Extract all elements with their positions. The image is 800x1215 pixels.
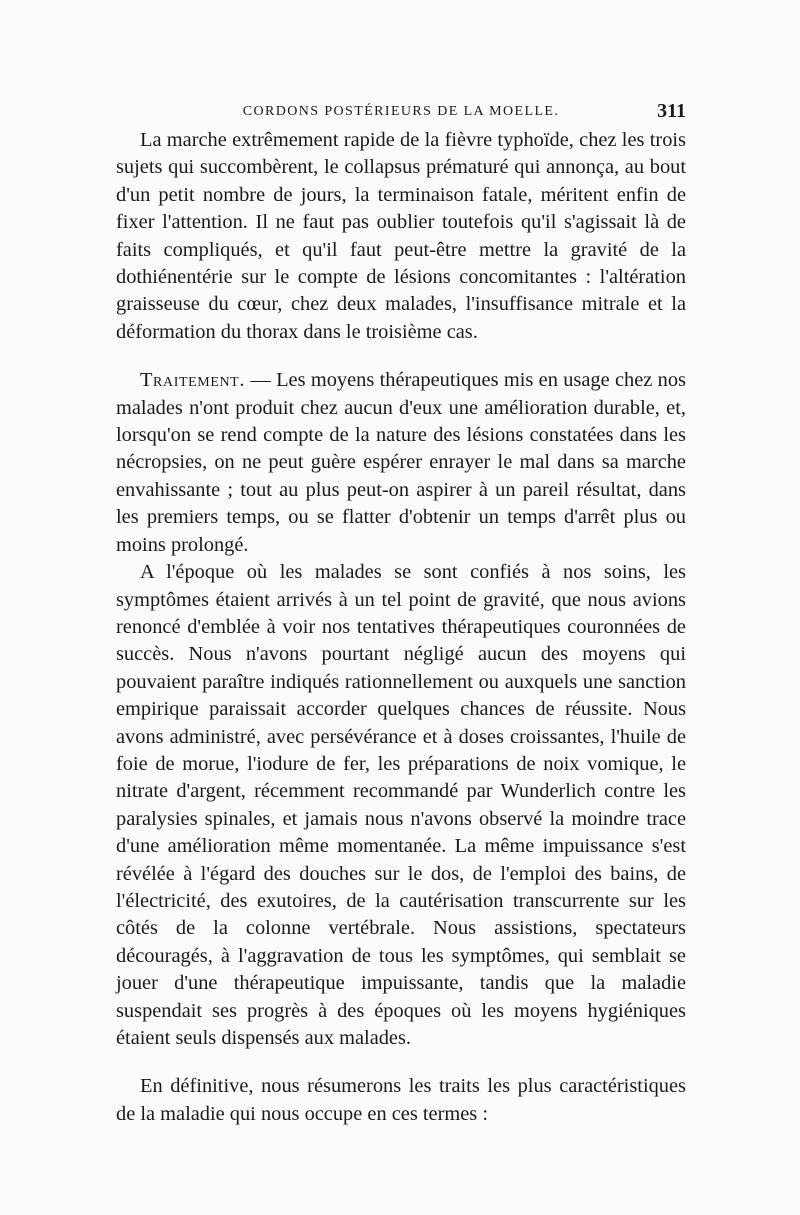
body-text (116, 127, 686, 1128)
paragraph-treatment (116, 367, 686, 559)
running-title: CORDONS POSTÉRIEURS DE LA MOELLE. (242, 104, 560, 119)
page-number: 311 (657, 100, 686, 122)
paragraph-therapeutic-attempts: A l'époque où les malades se sont confiés à nos soins, les symptômes étaient arrivés à un tel point de gravité, que nous avions renoncé d'emblée à voir nos tentatives thérapeutiques couronnées de succès. Nous n'avons pourtant négligé aucun des moyens qui pouvaient paraître indiqués rationnellement ou auxquels une sanction empirique paraissait accorder quelques chances de réussite. Nous avons administré, avec persévérance et à doses croissantes, l'huile de foie de morue, l'iodure de fer, les préparations de noix vomique, le nitrate d'argent, récemment recommandé par Wunderlich contre les paralysies spinales, et jamais nous n'avons observé la moindre trace d'une amélioration même momentanée. La même impuissance s'est révélée à l'égard des douches sur le dos, de l'emploi des bains, de l'électricité, des exutoires, de la cautérisation transcurrente sur les côtés de la colonne vertébrale. Nous assistions, spectateurs découragés, à l'aggravation de tous les symptômes, qui semblait se jouer d'une thérapeutique impuissante, tandis que la maladie suspendait ses progrès à des époques où les moyens hygiéniques étaient seuls dispensés aux malades. (116, 561, 686, 1049)
paragraph-treatment-text: — Les moyens thérapeutiques mis en usage chez nos malades n'ont produit chez aucun d'eux une amélioration durable, et, lorsqu'on se rend compte de la nature des lésions constatées dans les nécropsies, on ne peut guère espérer enrayer le mal dans sa marche envahissante ; tout au plus peut-on aspirer à un pareil résultat, dans les premiers temps, ou se flatter d'obtenir un temps d'arrêt plus ou moins prolongé. (116, 369, 686, 556)
section-heading-traitement: Traitement. (140, 369, 246, 392)
paragraph-fever-course: La marche extrêmement rapide de la fièvre typhoïde, chez les trois sujets qui succombèrent, le collapsus prématuré qui annonça, au bout d'un petit nombre de jours, la terminaison fatale, méritent enfin de fixer l'attention. Il ne faut pas oublier toutefois qu'il s'agissait là de faits compliqués, et qu'il faut peut-être mettre la gravité de la dothiénentérie sur le compte de lésions concomitantes : l'altération graisseuse du cœur, chez deux malades, l'insuffisance mitrale et la déformation du thorax dans le troisième cas. (116, 129, 686, 343)
running-head (116, 100, 686, 124)
paragraph-summary-intro: En définitive, nous résumerons les traits les plus caractéristiques de la maladie qui nous occupe en ces termes : (116, 1075, 686, 1125)
